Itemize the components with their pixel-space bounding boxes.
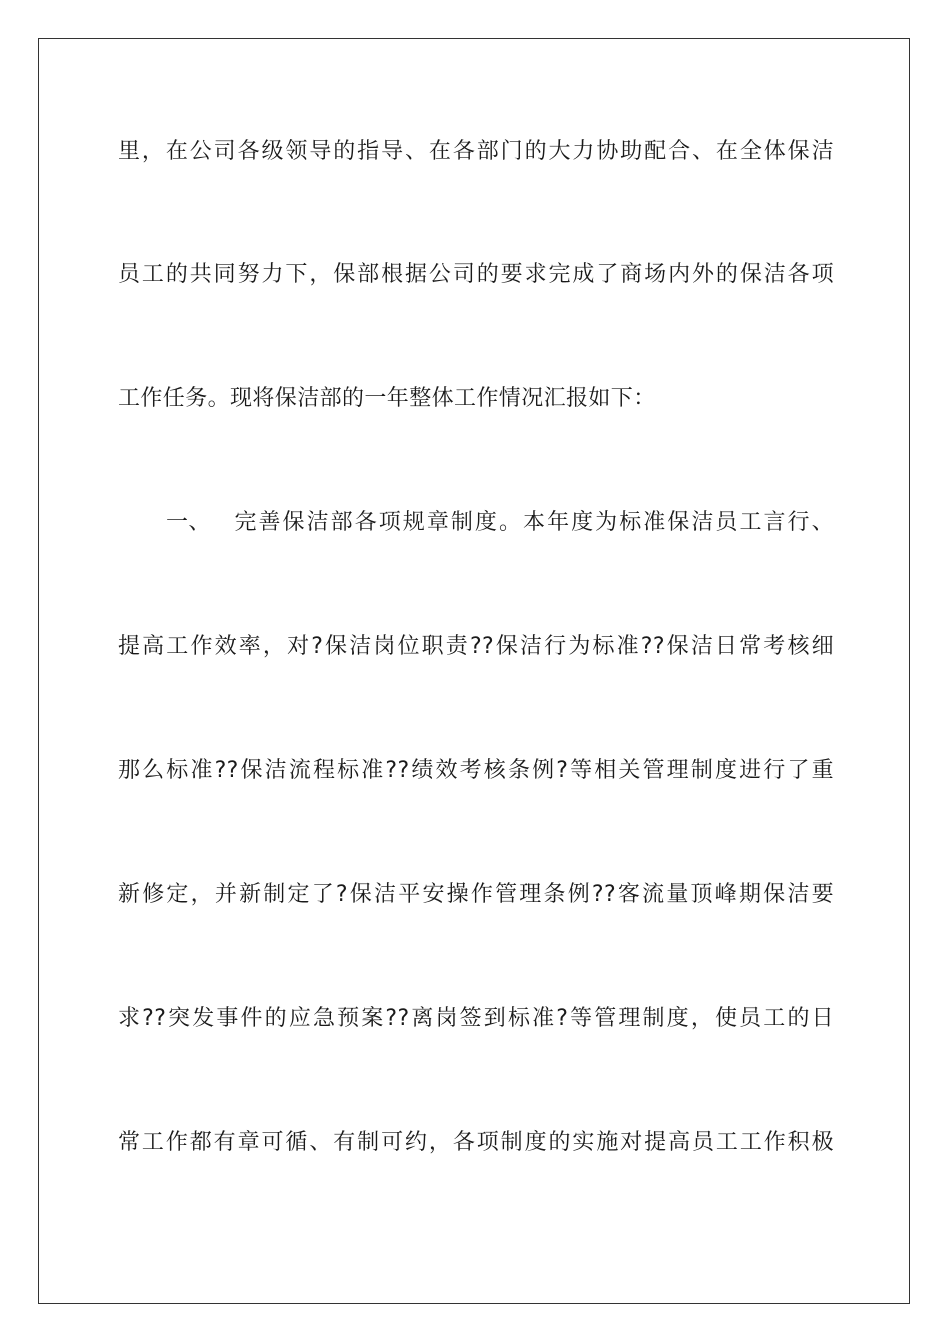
- body-line-2: 员工的共同努力下，保部根据公司的要求完成了商场内外的保洁各项: [118, 262, 834, 287]
- section-heading: [166, 508, 834, 538]
- body-line-9: 常工作都有章可循、有制可约，各项制度的实施对提高员工工作积极: [118, 1130, 834, 1155]
- body-line-7: 新修定，并新制定了?保洁平安操作管理条例??客流量顶峰期保洁要: [118, 882, 834, 907]
- section-heading-text: 完善保洁部各项规章制度。本年度为标准保洁员工言行、: [232, 510, 834, 535]
- section-number: 一、: [166, 510, 211, 535]
- page-border: [38, 38, 910, 1304]
- body-line-3: 工作任务。现将保洁部的一年整体工作情况汇报如下：: [118, 386, 656, 411]
- body-line-5: 提高工作效率，对?保洁岗位职责??保洁行为标准??保洁日常考核细: [118, 634, 834, 659]
- body-line-8: 求??突发事件的应急预案??离岗签到标准?等管理制度，使员工的日: [118, 1006, 834, 1031]
- body-line-1: 里，在公司各级领导的指导、在各部门的大力协助配合、在全体保洁: [118, 139, 834, 164]
- body-line-6: 那么标准??保洁流程标准??绩效考核条例?等相关管理制度进行了重: [118, 758, 834, 783]
